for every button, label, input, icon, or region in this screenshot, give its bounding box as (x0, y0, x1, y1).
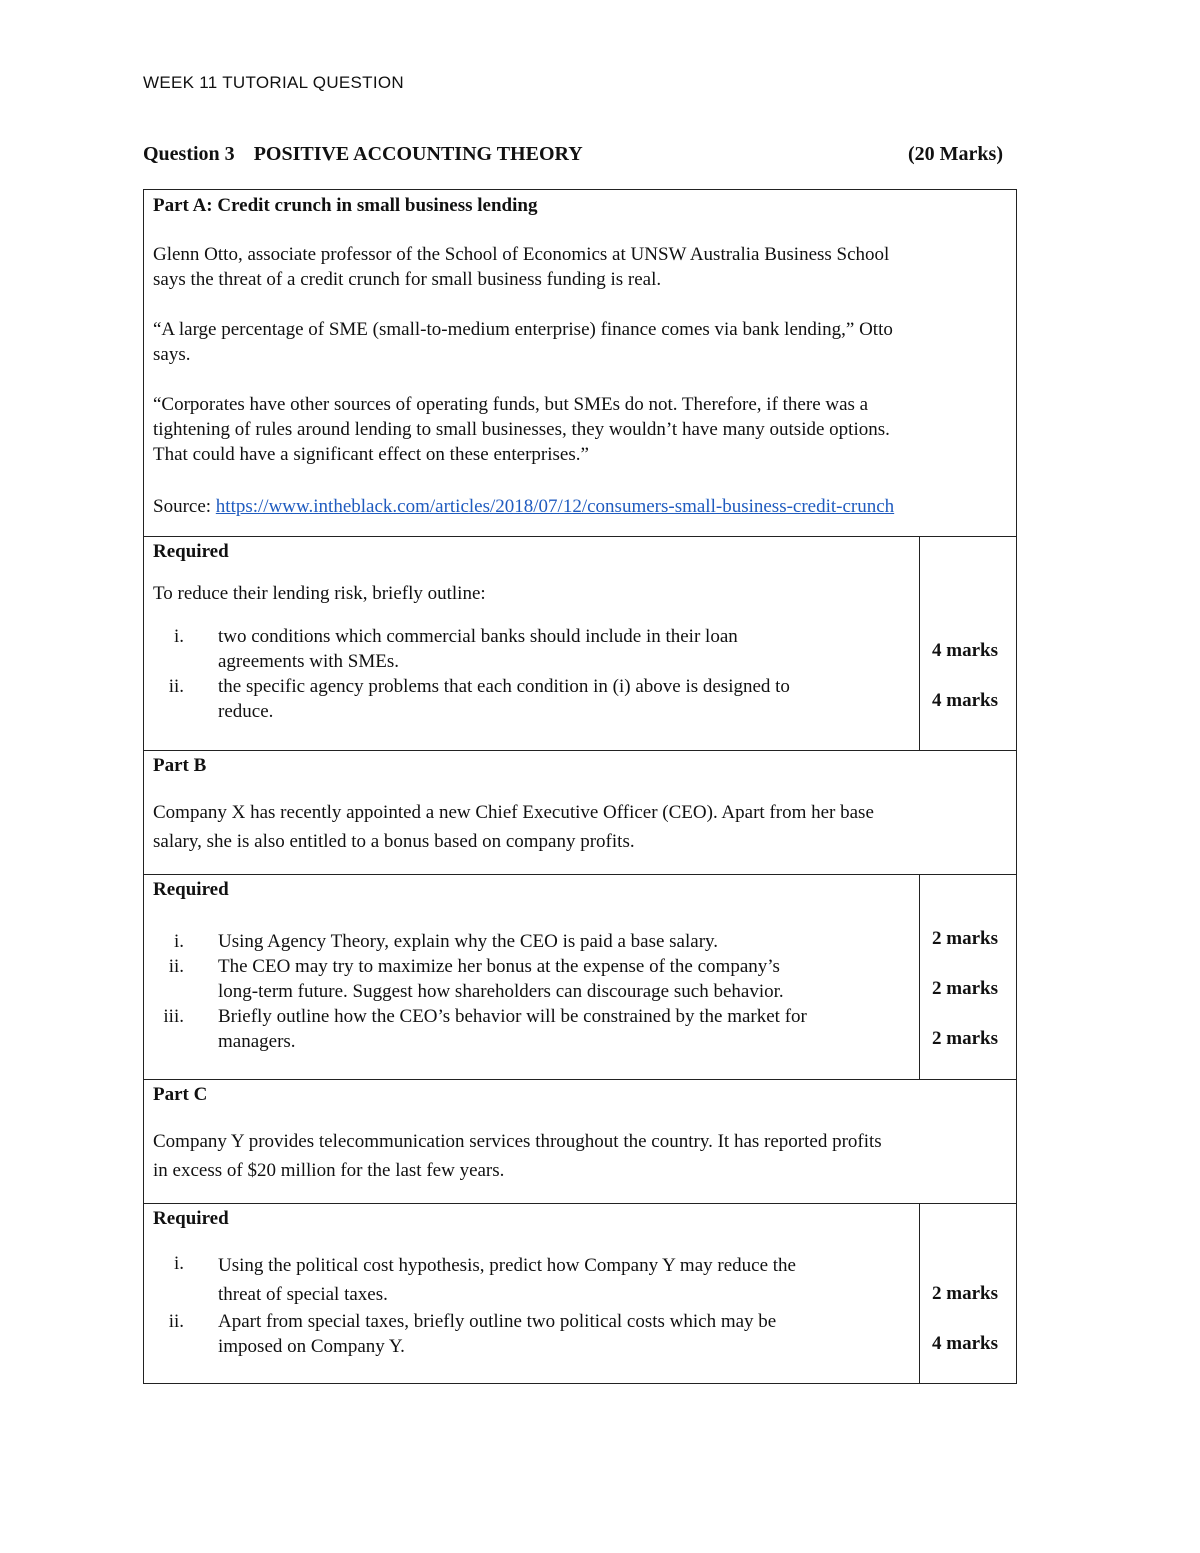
list-number: iii. (163, 1006, 184, 1027)
required-a-heading: Required (153, 541, 229, 562)
question-number: Question 3 (143, 143, 235, 165)
part-c-heading: Part C (153, 1084, 208, 1105)
part-c-section (144, 1079, 1016, 1204)
part-a-heading: Part A: Credit crunch in small business lending (153, 195, 538, 216)
required-b-item-3-marks: 2 marks (932, 1028, 998, 1049)
required-c-item-2-marks: 4 marks (932, 1333, 998, 1354)
required-b-item-2: The CEO may try to maximize her bonus at the expense of the company’s long-term future. Suggest how shareholders can discourage such behavior. (218, 956, 784, 1002)
question-table (143, 189, 1017, 1384)
required-c-heading: Required (153, 1208, 229, 1229)
marks-column-divider (919, 874, 920, 1079)
part-a-source (153, 494, 1009, 519)
part-b-paragraph: Company X has recently appointed a new Chief Executive Officer (CEO). Apart from her base salary, she is also entitled to a bonus based on company profits. (153, 802, 874, 852)
part-a-paragraph-2: “A large percentage of SME (small-to-medium enterprise) finance comes via bank lending,” Otto says. (153, 319, 893, 365)
marks-column-divider (919, 536, 920, 750)
list-number: i. (173, 1253, 184, 1274)
required-a-item-2: the specific agency problems that each condition in (i) above is designed to reduce. (218, 676, 790, 722)
required-b-item-1-marks: 2 marks (932, 928, 998, 949)
part-b-heading: Part B (153, 755, 207, 776)
required-c-item-1-marks: 2 marks (932, 1283, 998, 1304)
question-title: POSITIVE ACCOUNTING THEORY (253, 143, 583, 165)
part-a-paragraph-1: Glenn Otto, associate professor of the School of Economics at UNSW Australia Business School says the threat of a credit crunch for small business funding is real. (153, 244, 890, 290)
part-a-section (144, 190, 1016, 537)
required-b-item-1: Using Agency Theory, explain why the CEO is paid a base salary. (218, 931, 719, 952)
required-c-item-1: Using the political cost hypothesis, predict how Company Y may reduce the threat of special taxes. (218, 1255, 796, 1305)
part-c-paragraph: Company Y provides telecommunication services throughout the country. It has reported profits in excess of $20 million for the last few years. (153, 1131, 882, 1181)
document-header: WEEK 11 TUTORIAL QUESTION (143, 73, 404, 92)
required-a-item-2-marks: 4 marks (932, 690, 998, 711)
required-a-item-1: two conditions which commercial banks should include in their loan agreements with SMEs. (218, 626, 738, 672)
question-title-line (143, 143, 1003, 166)
list-number: i. (173, 931, 184, 952)
part-a-paragraph-3: “Corporates have other sources of operating funds, but SMEs do not. Therefore, if there was a tightening of rules around lending to small businesses, they wouldn’t have many outside options. That could have a significant effect on these enterprises.” (153, 394, 890, 465)
required-a-intro: To reduce their lending risk, briefly outline: (153, 583, 486, 604)
required-c-item-2: Apart from special taxes, briefly outline two political costs which may be imposed on Company Y. (218, 1311, 777, 1357)
required-a-item-1-marks: 4 marks (932, 640, 998, 661)
list-number: ii. (168, 676, 184, 697)
required-b-item-2-marks: 2 marks (932, 978, 998, 999)
list-number: i. (173, 626, 184, 647)
part-c-required-section (144, 1203, 1016, 1383)
list-number: ii. (168, 1311, 184, 1332)
source-label: Source: (153, 496, 216, 517)
question-total-marks: (20 Marks) (908, 143, 1003, 165)
part-b-required-section (144, 874, 1016, 1080)
marks-column-divider (919, 1203, 920, 1383)
list-number: ii. (168, 956, 184, 977)
required-b-item-3: Briefly outline how the CEO’s behavior will be constrained by the market for managers. (218, 1006, 807, 1052)
part-a-required-section (144, 536, 1016, 751)
required-b-heading: Required (153, 879, 229, 900)
source-link[interactable]: https://www.intheblack.com/articles/2018/07/12/consumers-small-business-credit-crunch (215, 496, 895, 517)
part-b-section (144, 750, 1016, 875)
